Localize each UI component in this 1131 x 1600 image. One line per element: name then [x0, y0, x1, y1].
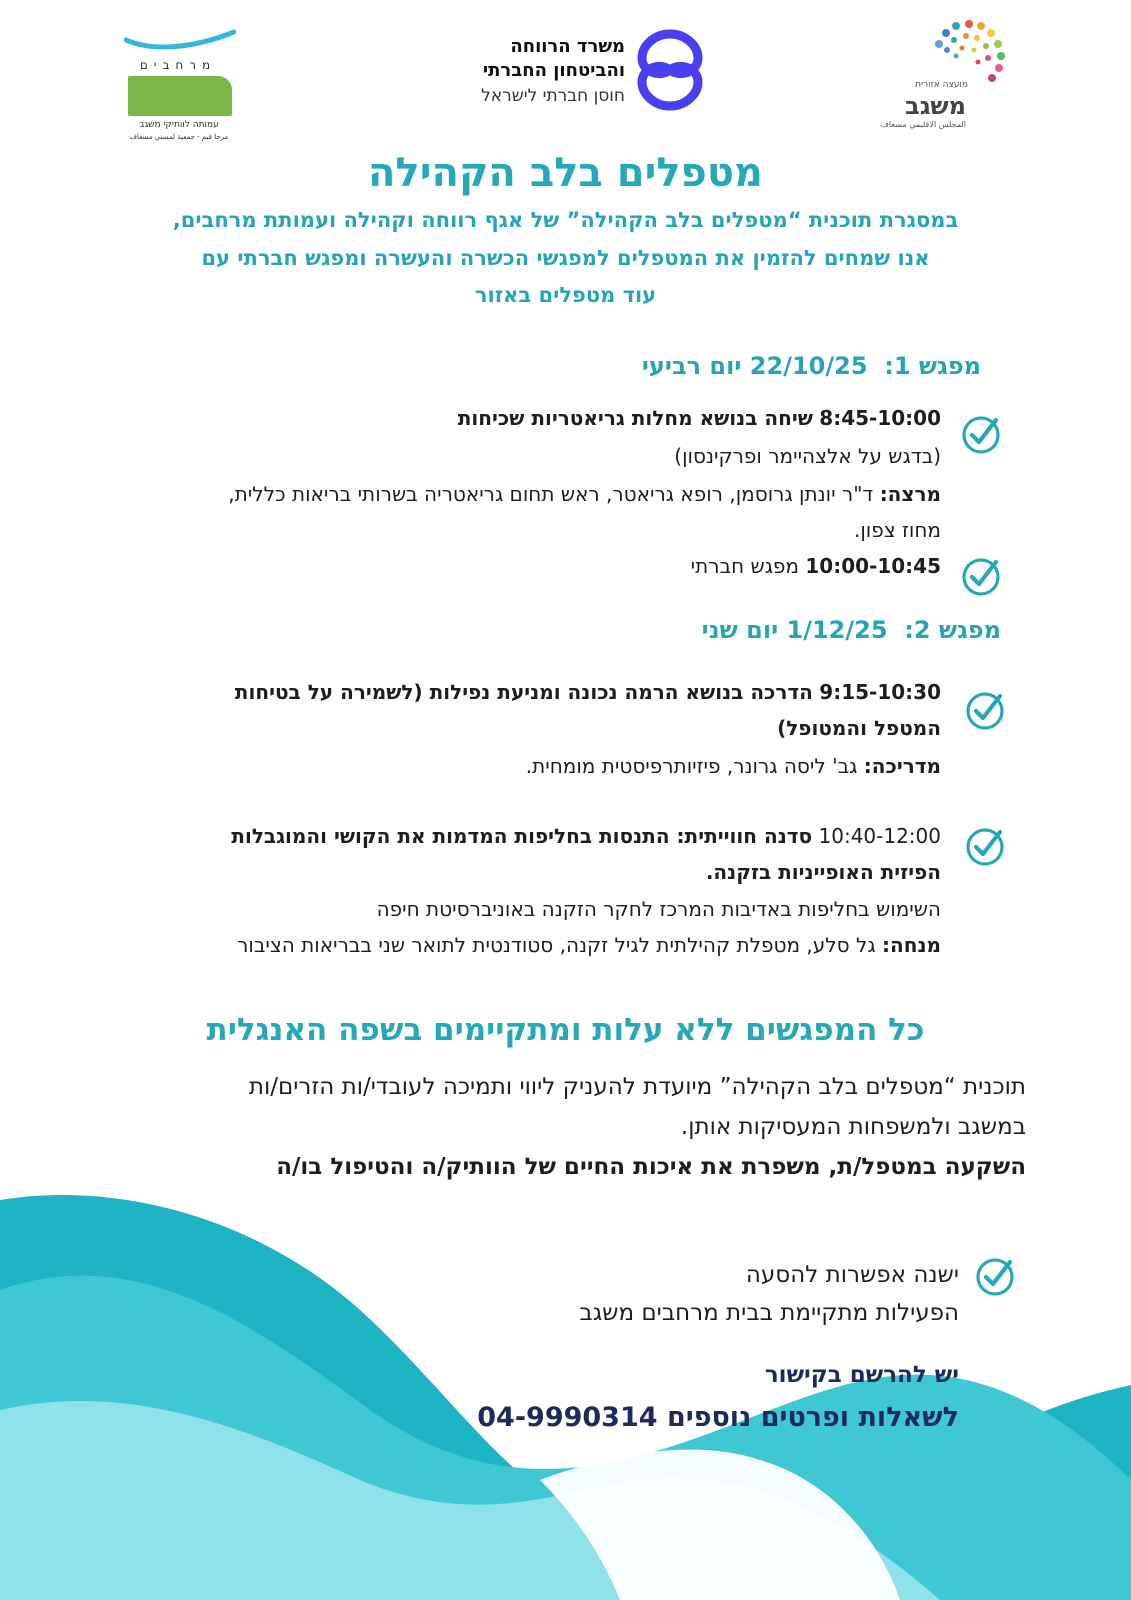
- program-line-2: במשגב ולמשפחות המעסיקות אותן.: [680, 1114, 1026, 1140]
- meeting1-item2-time: 10:00-10:45: [805, 554, 941, 578]
- misgav-name: משגב: [905, 92, 966, 120]
- program-line-3: השקעה במטפל/ת, משפרת את איכות החיים של הוותיק/ה והטיפול בו/ה: [276, 1154, 1026, 1180]
- ministry-knot-icon: [628, 28, 712, 112]
- meeting2-item1-topic: הדרכה בנושא הרמה נכונה ומניעת נפילות (לשמירה על בטיחות: [234, 680, 813, 704]
- guide-text: גב' ליסה גרונר, פיזיותרפיסטית מומחית.: [525, 754, 858, 778]
- meeting2-date: 1/12/25: [786, 616, 888, 644]
- misgav-small-label: מועצה אזורית: [915, 80, 968, 90]
- contact-info: לשאלות ופרטים נוספים 04-9990314: [477, 1402, 959, 1433]
- ministry-logo: [440, 28, 730, 113]
- free-english-notice: כל המפגשים ללא עלות ומתקיימים בשפה האנגלית: [206, 1012, 925, 1048]
- merhavim-subtitle: עמותה לוותיקי משגב: [139, 120, 219, 130]
- program-line-1: תוכנית “מטפלים בלב הקהילה” מיועדת להעניק ליווי ותמיכה לעובדי/ות הזרים/ות: [248, 1074, 1026, 1100]
- meeting2-heading: [702, 616, 1001, 644]
- ministry-name-line1: משרד הרווחה: [510, 36, 625, 57]
- meeting1-item1-speaker-cont: מחוז צפון.: [854, 518, 941, 542]
- check-circle-icon: [960, 414, 1002, 456]
- meeting1-item1-speaker: [228, 482, 941, 506]
- meeting1-item1-topic: שיחה בנושא מחלות גריאטריות שכיחות: [457, 406, 813, 430]
- meeting2-item1-time: 9:15-10:30: [819, 680, 941, 704]
- merhavim-name: מרחבים: [139, 58, 217, 72]
- meeting2-item2-topic: סדנה חווייתית: התנסות בחליפות המדמות את הקושי והמוגבלות: [231, 824, 813, 848]
- ministry-name-line2: והביטחון החברתי: [482, 60, 625, 81]
- ministry-tagline: חוסן חברתי לישראל: [481, 86, 625, 106]
- meeting2-item2-title-cont: הפיזית האופייניות בזקנה.: [705, 860, 941, 884]
- intro-line-1: במסגרת תוכנית “מטפלים בלב הקהילה” של אגף רווחה וקהילה ועמותת מרחבים,: [172, 208, 959, 232]
- check-circle-icon: [974, 1256, 1016, 1298]
- wave-background: [0, 1180, 1131, 1600]
- meeting1-item2-topic: מפגש חברתי: [690, 554, 800, 578]
- location-note: הפעילות מתקיימת בבית מרחבים משגב: [579, 1300, 959, 1326]
- meeting2-day: יום שני: [701, 616, 779, 644]
- meeting1-item2: [691, 554, 941, 578]
- speaker-label: מרצה:: [879, 482, 941, 506]
- intro-line-3: עוד מטפלים באזור: [474, 283, 657, 307]
- guide-label: מדריכה:: [863, 754, 941, 778]
- meeting2-item2-note: השימוש בחליפות באדיבות המרכז לחקר הזקנה באוניברסיטת חיפה: [376, 897, 941, 921]
- host-text: גל סלע, מטפלת קהילתית לגיל זקנה, סטודנטית לתואר שני בבריאות הציבור: [237, 933, 876, 957]
- merhavim-logo: [118, 28, 242, 141]
- check-circle-icon: [960, 556, 1002, 598]
- misgav-arabic-label: المجلس الاقليمي مسغاف: [880, 120, 966, 129]
- transport-note: ישנה אפשרות להסעה: [745, 1262, 959, 1288]
- meeting2-item1-title-cont: המטפל והמטופל): [777, 716, 941, 740]
- meeting2-item2-host: [237, 933, 941, 957]
- merhavim-green-block: [128, 76, 232, 116]
- meeting1-heading: [642, 352, 981, 380]
- meeting2-item1-title: [235, 680, 941, 704]
- meeting1-date: 22/10/25: [749, 352, 868, 380]
- meeting2-item2-title: [231, 824, 941, 848]
- meeting1-item1-note: (בדגש על אלצהיימר ופרקינסון): [674, 444, 941, 468]
- check-circle-icon: [964, 690, 1006, 732]
- meeting1-item1-title: [458, 406, 941, 430]
- meeting2-item1-guide: [526, 754, 941, 778]
- speaker-text: ד"ר יונתן גרוסמן, רופא גריאטר, ראש תחום גריאטריה בשרותי בריאות כללית,: [228, 482, 874, 506]
- merhavim-arabic-subtitle: مرحا قيم - جمعية لمسني مسغاف: [129, 133, 229, 141]
- intro-line-2: אנו שמחים להזמין את המטפלים למפגשי הכשרה והעשרה ומפגש חברתי עם: [201, 246, 930, 270]
- register-link-text[interactable]: יש להרשם בקישור: [764, 1362, 959, 1388]
- meeting1-label: מפגש 1:: [884, 352, 981, 380]
- meeting1-day: יום רביעי: [641, 352, 742, 380]
- misgav-logo: [878, 16, 1028, 128]
- meeting1-item1-time: 8:45-10:00: [819, 406, 941, 430]
- meeting2-label: מפגש 2:: [904, 616, 1001, 644]
- meeting2-item2-time: 10:40-12:00: [818, 824, 941, 848]
- host-label: מנחה:: [881, 933, 941, 957]
- page-title: מטפלים בלב הקהילה: [368, 150, 763, 196]
- merhavim-wave-icon: [124, 28, 236, 52]
- check-circle-icon: [964, 826, 1006, 868]
